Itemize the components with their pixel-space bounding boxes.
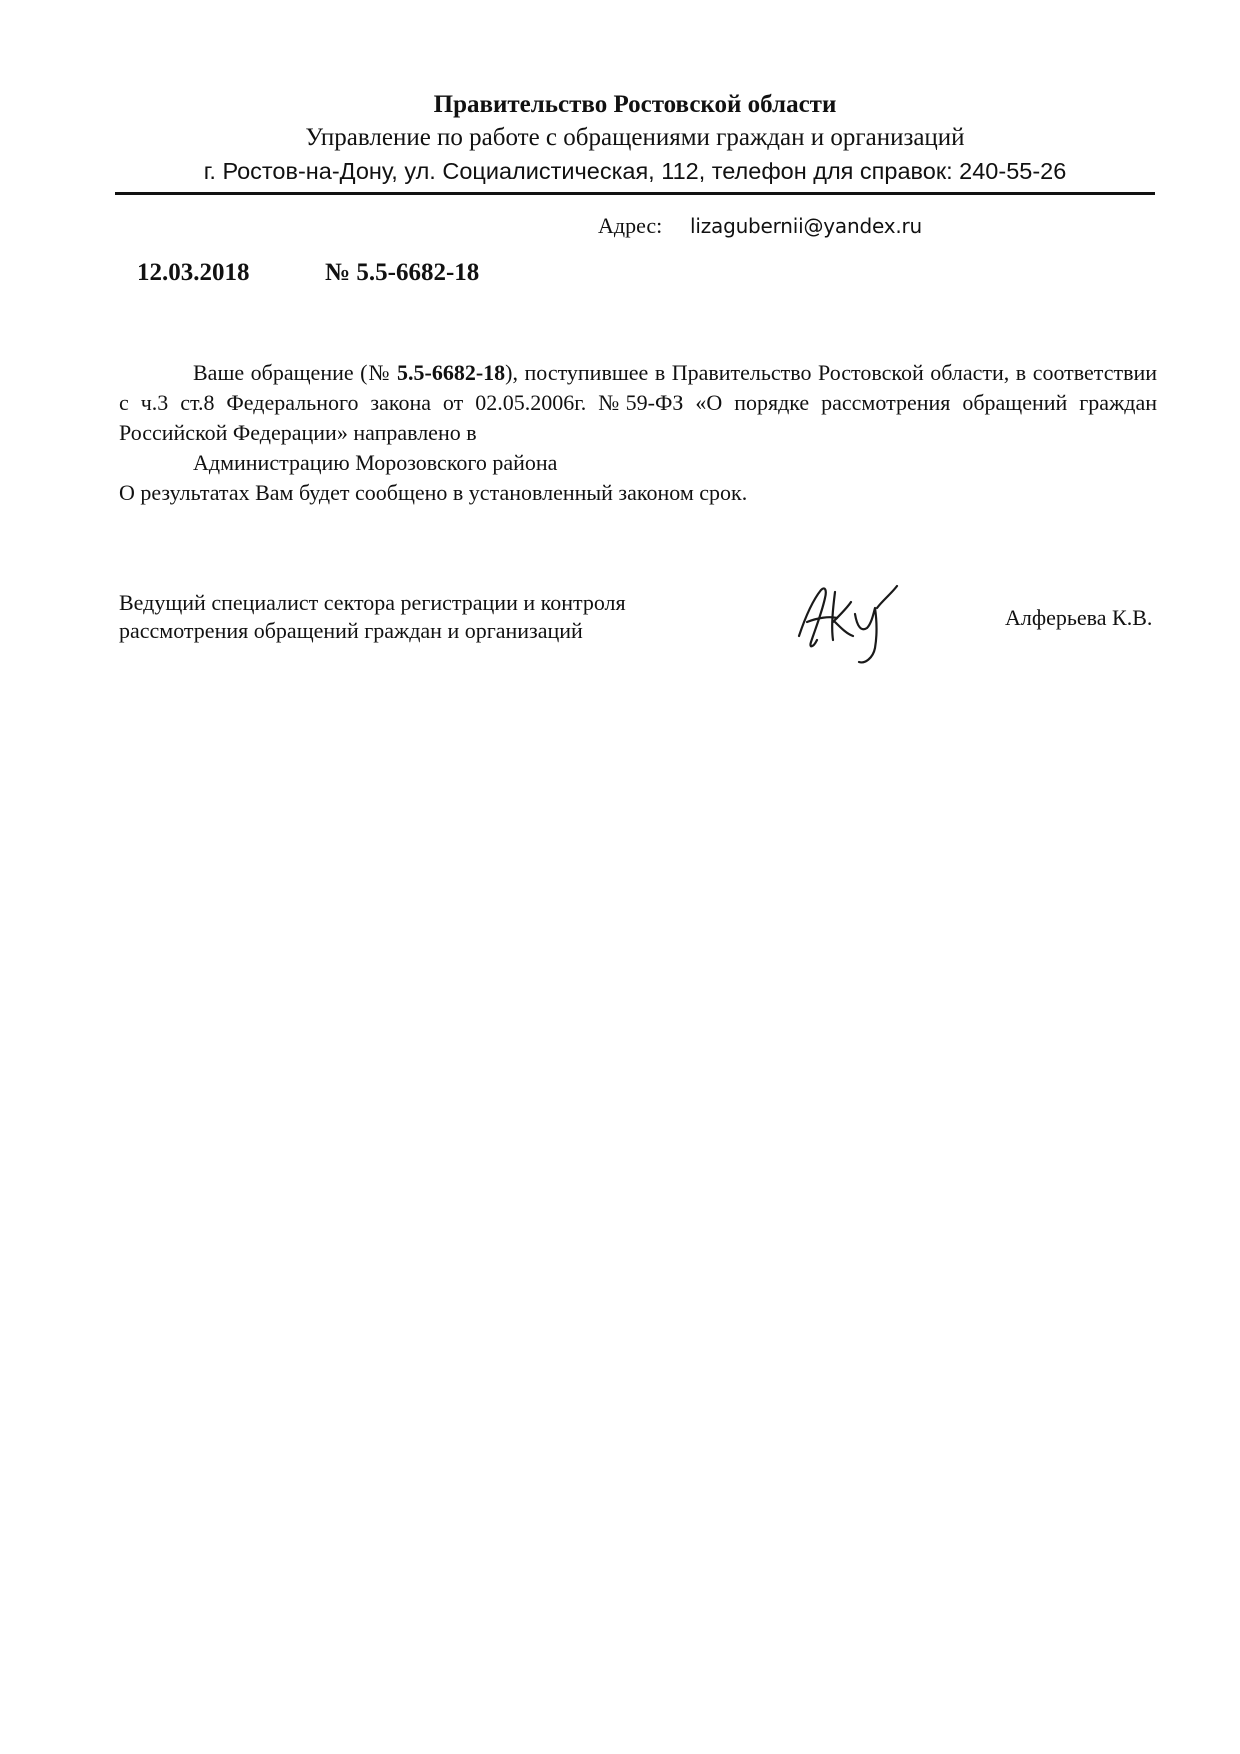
position-line: рассмотрения обращений граждан и организаций	[119, 618, 583, 643]
letterhead-divider	[115, 192, 1155, 195]
recipient-email: lizagubernii@yandex.ru	[690, 214, 923, 238]
body-paragraph	[119, 358, 1157, 448]
recipient-address	[598, 212, 922, 240]
organization-address: г. Ростов-на-Дону, ул. Социалистическая, 112, телефон для справок: 240-55-26	[203, 158, 1067, 184]
signatory-position	[119, 589, 626, 645]
position-line: Ведущий специалист сектора регистрации и контроля	[119, 590, 626, 615]
registration-date: 12.03.2018	[137, 259, 250, 286]
body-text-end: ), поступившее в Правительство Ростовской области, в соответствии с ч.3 ст.8 Федерального закона от 02.05.2006г. №59-ФЗ «О порядке рассмотрения обращений граждан Российской Федерации» направлено в	[119, 360, 1158, 445]
letterhead	[115, 88, 1155, 188]
signatory-name: Алферьева К.В.	[1005, 605, 1153, 630]
letter-body	[119, 358, 1157, 508]
handwritten-signature	[795, 578, 915, 668]
registration-number: № 5.5-6682-18	[325, 259, 480, 286]
organization-title: Правительство Ростовской области	[433, 91, 837, 118]
closing-line: О результатах Вам будет сообщено в установленный законом срок.	[119, 480, 748, 505]
recipient-label: Адрес:	[598, 213, 663, 238]
addressee-line: Администрацию Морозовского района	[193, 450, 558, 475]
department-name: Управление по работе с обращениями граждан и организаций	[305, 124, 965, 151]
body-text-start: Ваше обращение (№	[193, 360, 397, 385]
appeal-number: 5.5-6682-18	[397, 360, 506, 385]
